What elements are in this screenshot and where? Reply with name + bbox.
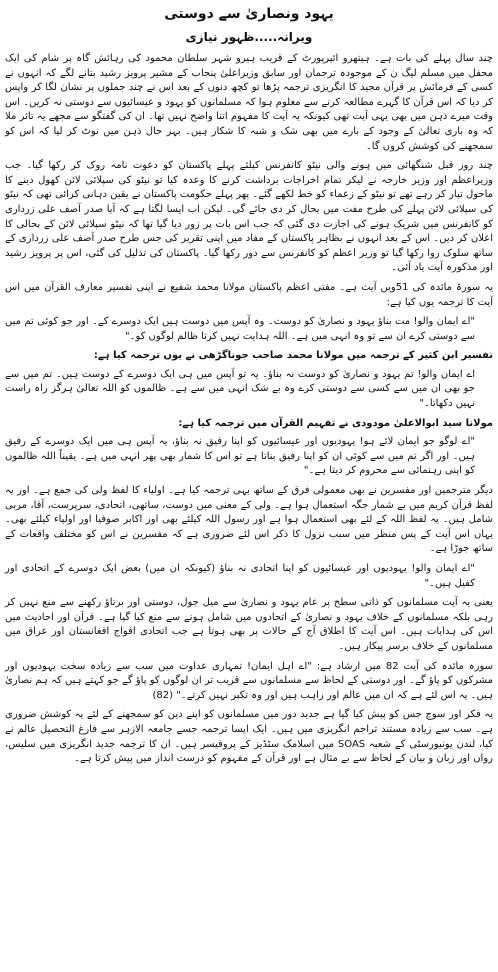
article-paragraph: یہ سورۃ مائدہ کی 51ویں آیت ہے۔ مفتی اعظم پاکستان مولانا محمد شفیع نے اپنی تفسیر معارف القرآن میں اس آیت کا ترجمہ یوں کیا ہے: [5,281,493,308]
quran-translation-quote: "اے ایمان والو! یہودیوں اور عیسائیوں کو اپنا اتحادی نہ بناؤ (کیونکہ ان میں) بعض ایک دوسرے کے اتحادی اور کفیل ہیں۔" [5,563,475,589]
article-paragraph: یعنی یہ آیت مسلمانوں کو ذاتی سطح پر عام یہود و نصاریٰ سے میل جول، دوستی اور برتاؤ رکھنے سے منع نہیں کر رہی بلکہ مسلمانوں کے خلاف یہود و نصاریٰ کے اتحادوں میں شامل ہونے سے منع کیا گیا ہے۔ قرآن اور احادیث میں اس کی ہدایات ہیں۔ اس آیت کا اطلاق آج کے حالات پر بھی ہوتا ہے جب اتحادی افواج افغانستان اور عراق میں مسلمانوں کے خلاف برسر پیکار ہیں۔ [5,597,493,652]
article-paragraph: یہ فکر اور سوچ جس کو پیش کیا گیا ہے جدید دور میں مسلمانوں کو اپنے دین کو سمجھنے کے لئے یہ کوشش ضروری ہے۔ سب سے زیادہ مستند تراجم انگریزی میں ہیں۔ ایک ایسا ترجمہ جسے جامعہ الازہر سے فارغ التحصیل عالم نے کیا، لندن یونیورسٹی کے شعبہ SOAS میں اسلامک سٹڈیز کے پروفیسر ہیں۔ ان کا ترجمہ جدید انگریزی میں سلیس، رواں اور زبان و بیان کے لحاظ سے بے مثال ہے اور قرآن کے مفہوم کو درست انداز میں پیش کرتا ہے۔ [5,709,494,765]
article-paragraph: چند سال پہلے کی بات ہے۔ ہیتھرو ائیرپورٹ کے قریب ہیرو شہر سلطان محمود کی رہائش گاہ پر شام کی ایک محفل میں مسلم لیگ ن کے موجودہ ترجمان اور سابق وزیراعلیٰ پنجاب کے مشیر پرویز رشید بتانے لگے کہ انہوں نے کسی کے فرمائش پر قرآن مجید کا انگریزی ترجمہ پڑھا تو کچھ دنوں کے بعد اس نے چند جملوں پر نشان لگا کر واپس کر دیا کہ اس قرآن کا گہرے مطالعہ کرنے سے معلوم ہوا کہ مسلمانوں کو یہود و عیسائیوں سے دوستی نہ کریں۔ اس وقت میرے ذہن میں بھی یہی آیت تھی کیونکہ یہ آیت کا مفہوم اتنا واضح نہیں تھا۔ ان کی گفتگو سے مجھے یہ تاثر ملا کہ وہ باری تعالیٰ کے وجود کے بارے میں بھی شک و شبہ کا شکار ہیں۔ بہر حال ذہن میں نوٹ کر لیا کہ اس کو سمجھنے کی کوشش کروں گا۔ [5,53,493,152]
article-paragraph: چند روز قبل شنگھائی میں ہونے والی نیٹو کانفرنس کیلئے پہلے پاکستان کو دعوت نامہ روک کر رکھا گیا۔ جب وزیراعظم اور وزیر خارجہ نے لیکر تمام اخراجات برداشت کرنے کا وعدہ کیا تو نیٹو کی سپلائی لائن کھول دینے کا ماحول تیار کر رہے تھے تو نیٹو کے زعماء کو خط لکھے گئے۔ پھر پہلے حکومت پاکستان نے یقین دہانی کرائی تھی کہ نیٹو کی سپلائی لائن پہلے کی طرح مفت میں بحال کر دی جائے گی۔ لیکن اب ایسا لگتا ہے کہ آیا صدر آصف علی زرداری کو کانفرنس میں شریک ہونے کی اجازت دی گئی کہ جب اس بات پر زور دیا گیا تھا کہ نیٹو سپلائی لائن کے بحالی کا اعلان کر دیں۔ اس کے بعد انہوں نے بظاہر پاکستان کے مفاد میں اپنی تقریر کی جس طرح صدر آصف علی زرداری کے ساتھ سلوک روا رکھا گیا تو وزیر اعظم کو کانفرنس سے دور رکھا گیا۔ پاکستان کی تذلیل کی گئی، اس پر پرویز رشید اور مذکورہ آیت یاد آئی۔ [5,160,493,274]
quran-translation-quote: "اے لوگو جو ایمان لائے ہو! یہودیوں اور عیسائیوں کو اپنا رفیق نہ بناؤ، یہ آپس ہی میں ایک دوسرے کے رفیق ہیں۔ اور اگر تم میں سے کوئی ان کو اپنا رفیق بناتا ہے تو اس کا شمار بھی پھر انہی میں ہے۔ یقیناً اللہ ظالموں کو اپنی رہنمائی سے محروم کر دیتا ہے۔" [5,436,475,477]
article-paragraph: دیگر مترجمین اور مفسرین نے بھی معمولی فرق کے ساتھ یہی ترجمہ کیا ہے۔ اولیاء کا لفظ ولی کی جمع ہے۔ اور یہ لفظ قرآن کریم میں بے شمار جگہ استعمال ہوا ہے۔ ولی کے معنی میں دوست، ساتھی، اتحادی، سرپرست، آقا، مربی شامل ہیں۔ یہ لفظ اللہ کے لئے بھی استعمال ہوا ہے اور رسول اللہ کیلئے بھی اور اکابر صوفیا اور اولیاء کیلئے بھی۔ یہاں اس آیت کے پس منظر میں سبب نزول کا ذکر اس لئے ضروری ہے کہ مفسرین نے اس کو مختلف واقعات کے ساتھ جوڑا ہے۔ [5,485,493,555]
translator-reference: مولانا سید ابوالاعلیٰ مودودی نے تفہیم القرآن میں ترجمہ کیا ہے: [178,417,493,429]
quran-translation-quote: اے ایمان والو! تم یہود و نصاریٰ کو دوست نہ بناؤ۔ یہ تو آپس میں ہی ایک دوسرے کے دوست ہیں۔ تم میں سے جو بھی ان میں سے کسی سے دوستی کرے وہ بے شک انہی میں سے ہے۔ ظالموں کو اللہ تعالیٰ ہرگز راہ راست نہیں دکھاتا۔" [5,368,475,410]
quran-translation-quote: "اے ایمان والو! مت بناؤ یہود و نصاریٰ کو دوست۔ وہ آپس میں دوست ہیں ایک دوسرے کے۔ اور جو کوئی تم میں سے دوستی کرے ان سے تو وہ انہی میں ہے۔ اللہ ہدایت نہیں کرتا ظالم لوگوں کو۔" [5,316,475,342]
translator-reference: تفسیر ابن کثیر کے ترجمہ میں مولانا محمد صاحب جوناگڑھی نے یوں ترجمہ کیا ہے: [93,350,493,362]
article-byline: ویرانہ.....ظہور نیازی [185,30,313,44]
article-paragraph: سورہ مائدہ کی آیت 82 میں ارشاد ہے: "اے اہل ایمان! تمہاری عداوت میں سب سے زیادہ سخت یہودیوں اور مشرکوں کو پاؤ گے۔ اور دوستی کے لحاظ سے مسلمانوں سے قریب تر ان لوگوں کو پاؤ گے جو کہتے ہیں کہ ہم نصاریٰ ہیں۔ یہ اس لئے ہے کہ ان میں عالم اور راہب ہیں اور وہ تکبر نہیں کرتے۔" (82) [5,660,493,701]
article-title: یہود ونصاریٰ سے دوستی [164,6,334,22]
